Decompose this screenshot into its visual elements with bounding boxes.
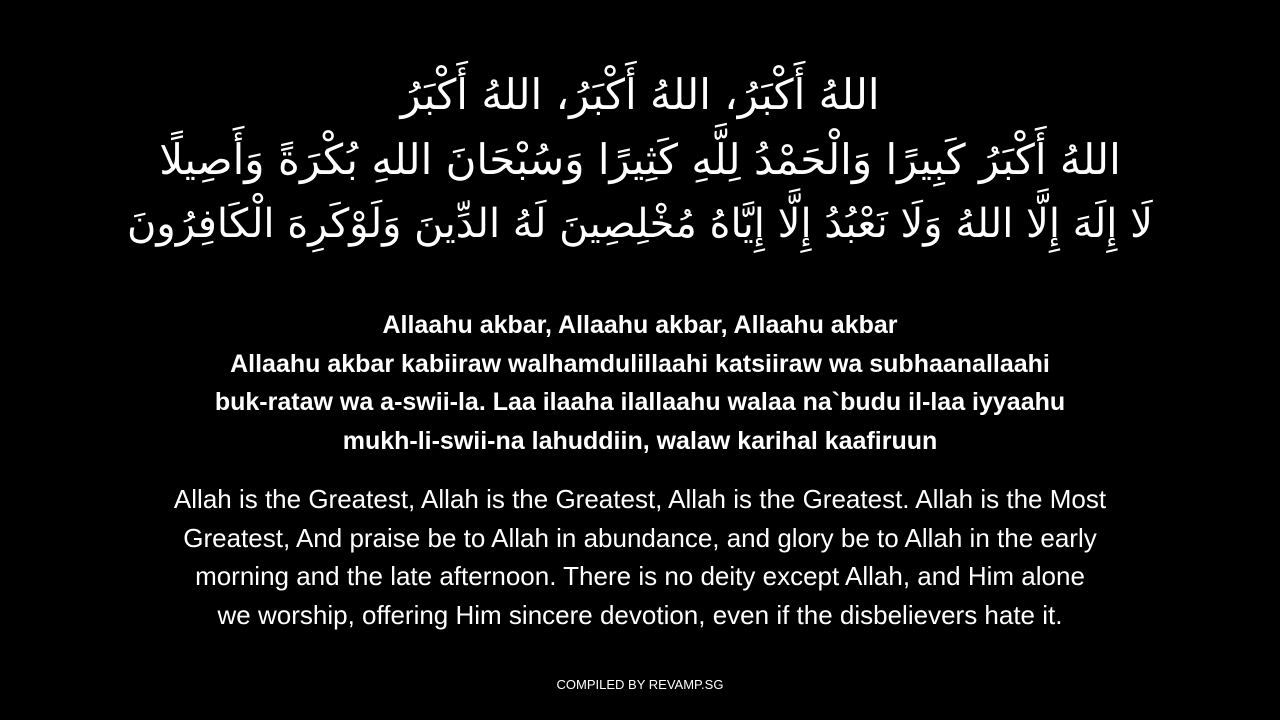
- translation-block: [80, 480, 1200, 634]
- transliteration-line: Allaahu akbar kabiiraw walhamdulillaahi katsiiraw wa subhaanallaahi: [230, 349, 1050, 378]
- transliteration-block: [100, 306, 1180, 460]
- translation-line: morning and the late afternoon. There is no deity except Allah, and Him alone: [195, 561, 1085, 591]
- arabic-line: اللهُ أَكْبَرُ، اللهُ أَكْبَرُ، اللهُ أَكْبَرُ: [400, 70, 880, 119]
- translation-line: we worship, offering Him sincere devotion, even if the disbelievers hate it.: [217, 599, 1063, 630]
- translation-line: Greatest, And praise be to Allah in abundance, and glory be to Allah in the early: [183, 522, 1097, 553]
- transliteration-line: mukh-li-swii-na lahuddiin, walaw karihal kaafiruun: [342, 426, 938, 455]
- arabic-line: لَا إِلَهَ إِلَّا اللهُ وَلَا نَعْبُدُ إِلَّا إِيَّاهُ مُخْلِصِينَ لَهُ الدِّينَ وَلَوْكَرِهَ الْكَافِرُونَ: [127, 201, 1153, 247]
- footer-credit: COMPILED BY REVAMP.SG: [556, 677, 724, 692]
- arabic-line: اللهُ أَكْبَرُ كَبِيرًا وَالْحَمْدُ لِلَّهِ كَثِيرًا وَسُبْحَانَ اللهِ بُكْرَةً وَأَصِيلًا: [159, 135, 1121, 184]
- transliteration-line: Allaahu akbar, Allaahu akbar, Allaahu akbar: [382, 311, 898, 339]
- arabic-text-block: [120, 62, 1160, 257]
- transliteration-line: buk-rataw wa a-swii-la. Laa ilaaha ilallaahu walaa na`budu il-laa iyyaahu: [214, 388, 1066, 416]
- translation-line: Allah is the Greatest, Allah is the Greatest, Allah is the Greatest. Allah is the Most: [173, 484, 1107, 514]
